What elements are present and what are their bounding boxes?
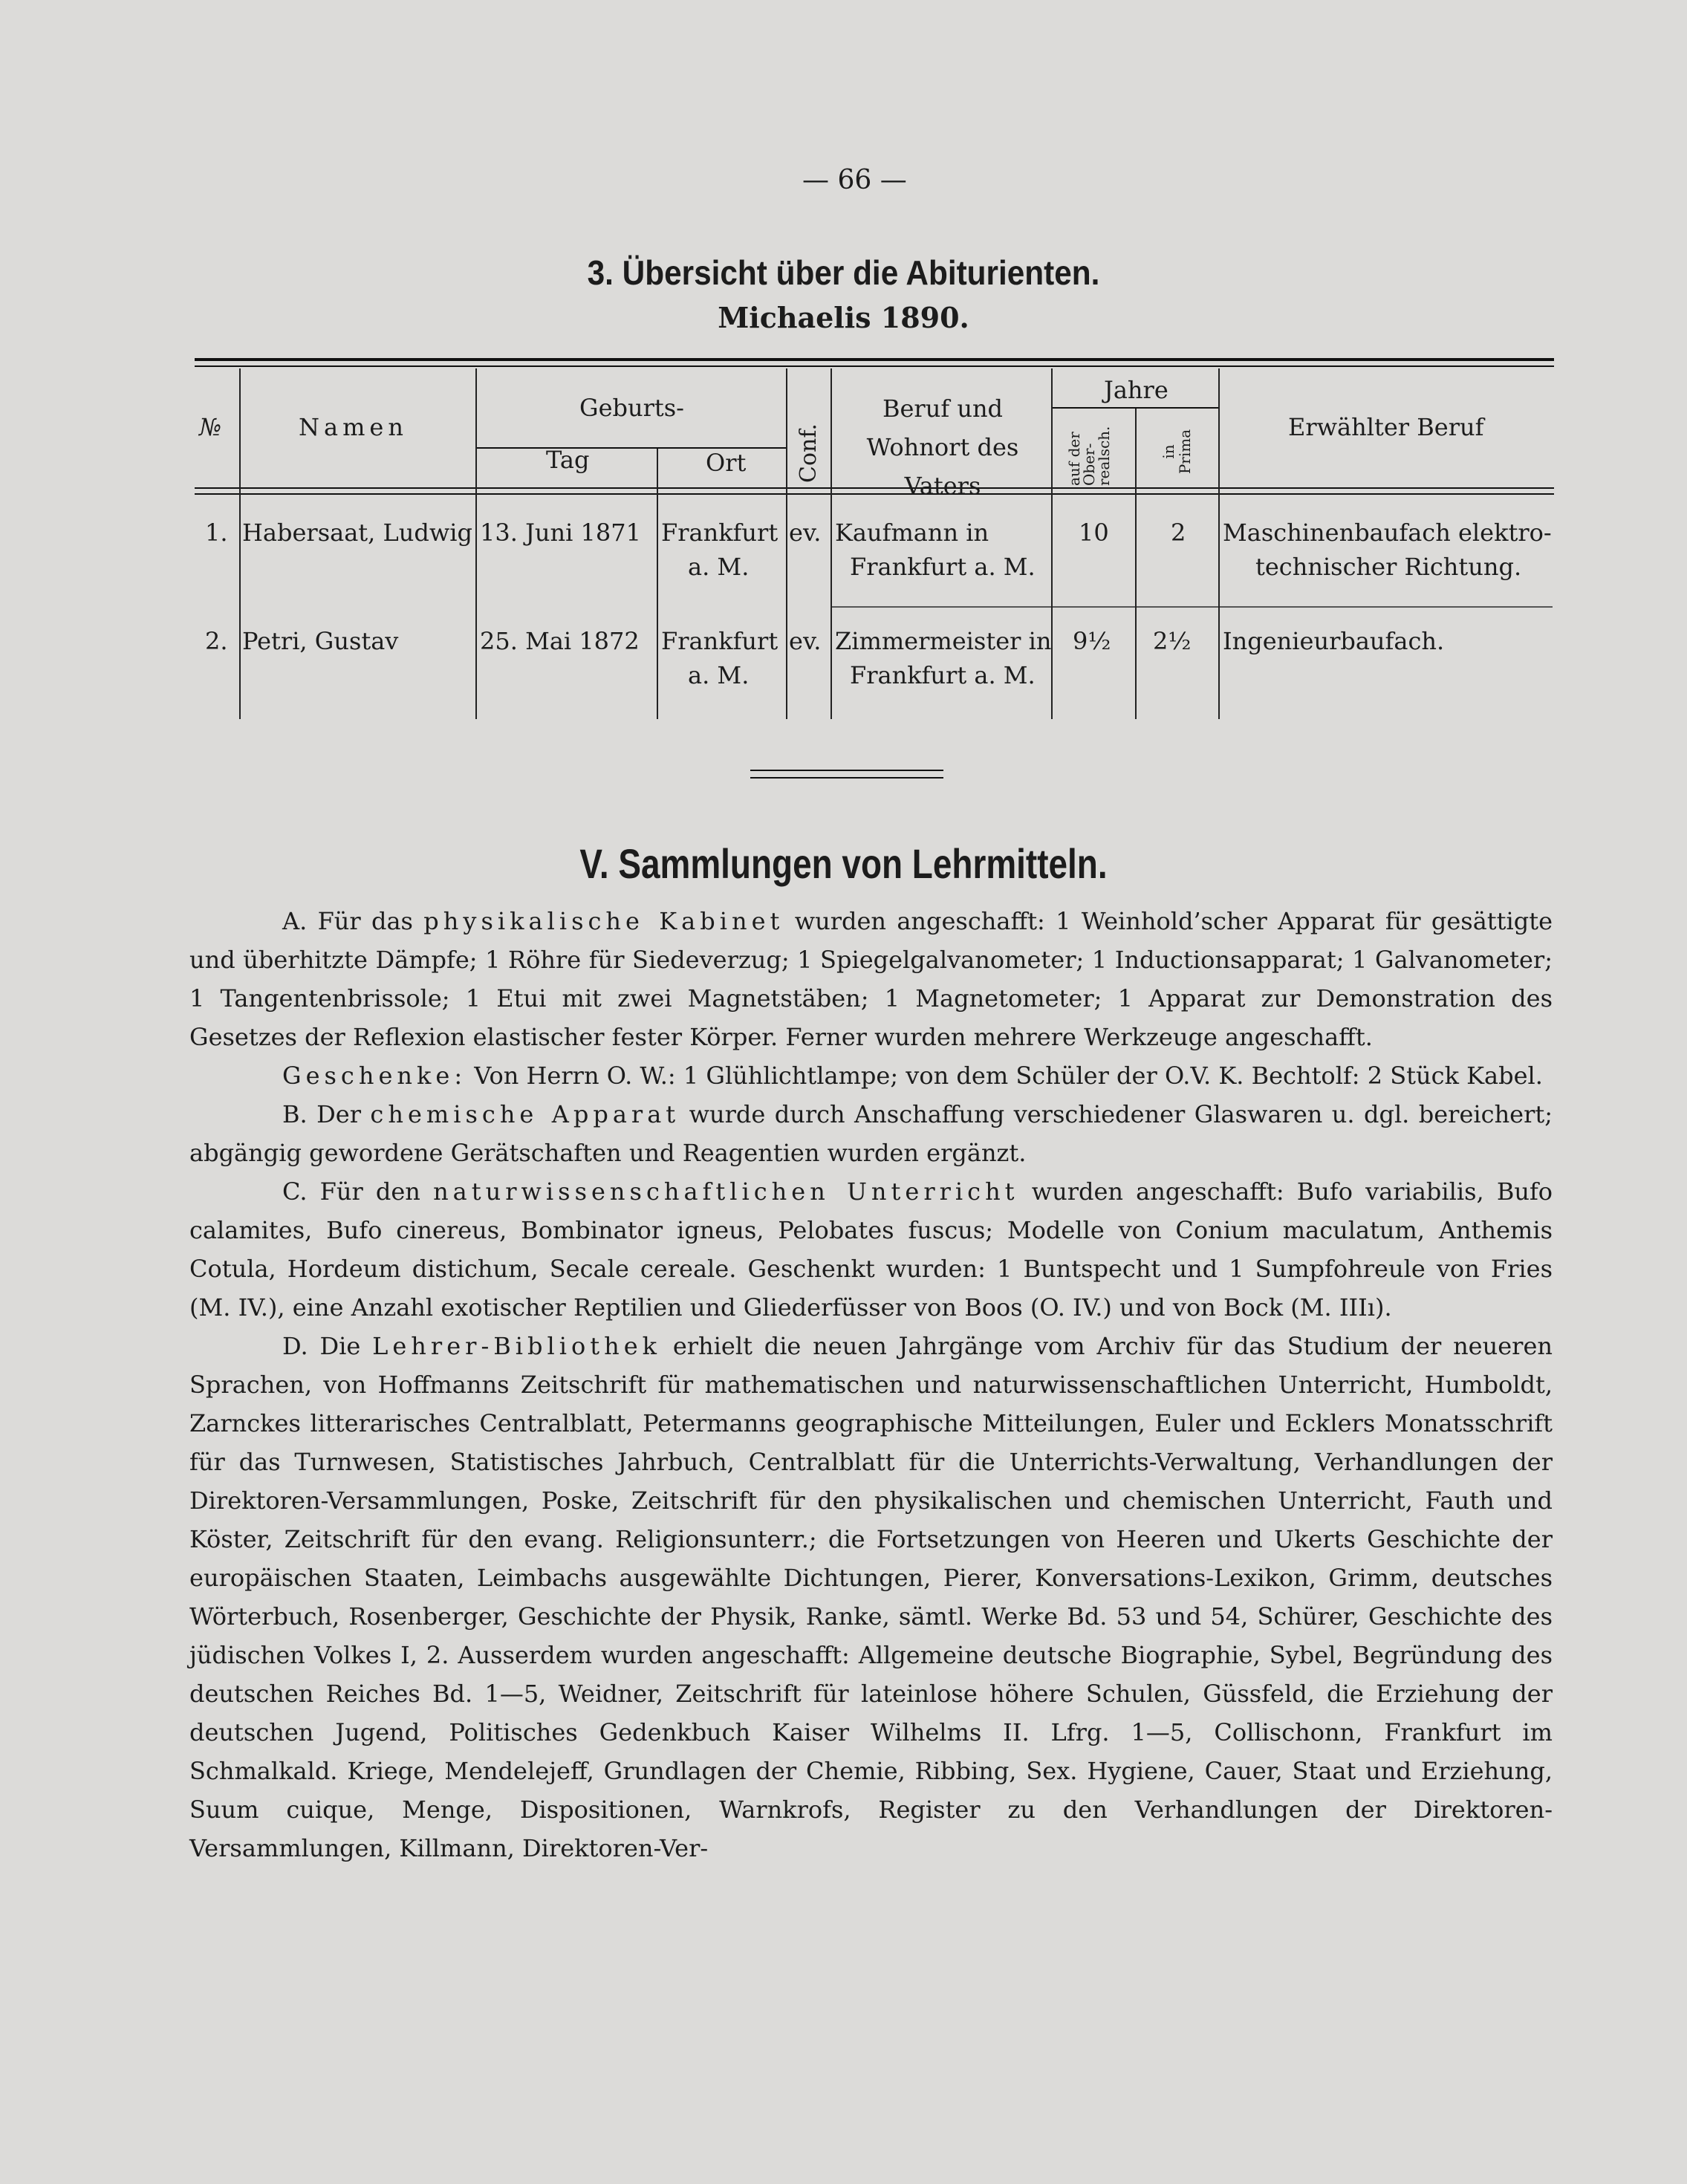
para-a-text: wurden angeschafft: 1 Weinhold’scher Apparat für gesättigte und überhitzte Dämpfe; 1 Röhre für Siedeverzug; 1 Spiegelgalvanometer; 1 Inductionsapparat; 1 Galvanometer; 1 Tangentenbrissole; 1 Etui mit zwei Magnetstäben; 1 Magnetometer; 1 Apparat zur Demonstration des Gesetzes der Reflexion elastischer fester Körper. Ferner wurden mehrere Werkzeuge angeschafft. — [189, 907, 1553, 1051]
row-father-2: Frankfurt a. M. — [850, 661, 1036, 689]
col-divider — [1218, 368, 1220, 719]
row-name: Habersaat, Ludwig — [242, 519, 472, 547]
row-years-prima: 2½ — [1153, 627, 1192, 655]
row-name: Petri, Gustav — [242, 627, 399, 655]
page-title: 3. Übersicht über die Abiturienten. — [587, 253, 1100, 292]
page-subtitle: Michaelis 1890. — [718, 301, 969, 334]
col-divider — [1135, 409, 1137, 719]
header-father: Beruf und Wohnort des Vaters — [866, 394, 1019, 500]
para-a-spaced: physikalische Kabinet — [423, 907, 784, 935]
row-no: 1. — [205, 519, 228, 547]
col-divider — [786, 368, 787, 719]
page-number: — 66 — — [802, 165, 907, 195]
para-c-spaced: naturwissenschaftlichen Unterricht — [433, 1177, 1019, 1206]
section-divider — [750, 770, 943, 771]
row-birth-day: 13. Juni 1871 — [480, 519, 641, 547]
table-row-divider — [832, 606, 1553, 608]
section-body — [189, 902, 1553, 1868]
row-father: Zimmermeister in — [835, 627, 1052, 655]
header-years-prima: in Prima — [1160, 429, 1194, 475]
header-career: Erwählter Beruf — [1288, 413, 1484, 441]
col-divider — [831, 368, 832, 719]
paragraph-gifts — [189, 1056, 1553, 1095]
row-birth-place: Frankfurt — [661, 627, 779, 655]
section-title: V. Sammlungen von Lehrmitteln. — [579, 840, 1108, 887]
row-years-prima: 2 — [1171, 519, 1186, 547]
row-father: Kaufmann in — [835, 519, 989, 547]
col-divider — [1051, 368, 1053, 719]
row-no: 2. — [205, 627, 228, 655]
para-gifts-spaced: Geschenke: — [282, 1062, 467, 1090]
row-birth-place: Frankfurt — [661, 519, 779, 547]
col-divider — [239, 368, 241, 719]
para-c-lead: C. Für den — [282, 1177, 420, 1206]
row-career-2: technischer Richtung. — [1255, 553, 1522, 581]
paragraph-d — [189, 1327, 1553, 1868]
row-father-2: Frankfurt a. M. — [850, 553, 1036, 581]
col-divider — [475, 368, 477, 719]
paragraph-a — [189, 902, 1553, 1056]
header-name: Namen — [299, 413, 408, 441]
header-conf: Conf. — [796, 423, 822, 483]
row-years-ober: 9½ — [1073, 627, 1111, 655]
col-divider — [657, 449, 658, 719]
header-day: Tag — [546, 446, 590, 474]
header-no: № — [199, 413, 222, 441]
section-divider-2 — [750, 777, 943, 779]
para-gifts-text: Von Herrn O. W.: 1 Glühlichtlampe; von dem Schüler der O.V. K. Bechtolf: 2 Stück Kabel. — [474, 1062, 1543, 1090]
para-b-text: wurde durch Anschaffung verschiedener Glaswaren u. dgl. bereichert; abgängig gewordene Gerätschaften und Reagentien wurden ergänzt. — [189, 1100, 1553, 1167]
row-career: Maschinenbaufach elektro- — [1223, 519, 1552, 547]
table-top-rule — [195, 358, 1554, 361]
para-d-spaced: Lehrer-Bibliothek — [372, 1332, 662, 1360]
row-conf: ev. — [789, 627, 822, 655]
row-career: Ingenieurbaufach. — [1223, 627, 1445, 655]
row-birth-day: 25. Mai 1872 — [480, 627, 640, 655]
paragraph-b — [189, 1095, 1553, 1172]
header-years-ober: auf der Ober-realsch. — [1065, 426, 1113, 486]
header-place: Ort — [706, 449, 747, 477]
header-years: Jahre — [1104, 376, 1168, 404]
row-years-ober: 10 — [1079, 519, 1109, 547]
para-d-lead: D. Die — [282, 1332, 361, 1360]
para-d-text: erhielt die neuen Jahrgänge vom Archiv für das Studium der neueren Sprachen, von Hoffmanns Zeitschrift für mathematischen und naturwissenschaftlichen Unterricht, Humboldt, Zarnckes litterarisches Centralblatt, Petermanns geographische Mitteilungen, Euler und Ecklers Monatsschrift für das Turnwesen, Statistisches Jahrbuch, Centralblatt für die Unterrichts-Verwaltung, Verhandlungen der Direktoren-Versammlungen, Poske, Zeitschrift für den physikalischen und chemischen Unterricht, Fauth und Köster, Zeitschrift für den evang. Religionsunterr.; die Fortsetzungen von Heeren und Ukerts Geschichte der europäischen Staaten, Leimbachs ausgewählte Dichtungen, Pierer, Konversations-Lexikon, Grimm, deutsches Wörterbuch, Rosenberger, Geschichte der Physik, Ranke, sämtl. Werke Bd. 53 und 54, Schürer, Geschichte des jüdischen Volkes I, 2. Ausserdem wurden angeschafft: Allgemeine deutsche Biographie, Sybel, Begründung des deutschen Reiches Bd. 1—5, Weidner, Zeitschrift für lateinlose höhere Schulen, Güssfeld, die Erziehung der deutschen Jugend, Politisches Gedenkbuch Kaiser Wilhelms II. Lfrg. 1—5, Collischonn, Frankfurt im Schmalkald. Kriege, Mendelejeff, Grundlagen der Chemie, Ribbing, Sex. Hygiene, Cauer, Staat und Erziehung, Suum cuique, Menge, Dispositionen, Warnkrofs, Register zu den Verhandlungen der Direktoren-Versammlungen, Killmann, Direktoren-Ver- — [189, 1332, 1553, 1862]
para-a-lead: A. Für das — [282, 907, 413, 935]
row-birth-place-2: a. M. — [688, 661, 750, 689]
para-b-spaced: chemische Apparat — [370, 1100, 680, 1128]
header-birth: Geburts- — [579, 394, 684, 422]
table-top-rule-thin — [195, 365, 1554, 367]
row-conf: ev. — [789, 519, 822, 547]
paragraph-c — [189, 1172, 1553, 1327]
para-b-lead: B. Der — [282, 1100, 361, 1128]
row-birth-place-2: a. M. — [688, 553, 750, 581]
para-c-text: wurden angeschafft: Bufo variabilis, Bufo calamites, Bufo cinereus, Bombinator igneus, Pelobates fuscus; Modelle von Conium maculatum, Anthemis Cotula, Hordeum distichum, Secale cereale. Geschenkt wurden: 1 Buntspecht und 1 Sumpfohreule von Fries (M. IV.), eine Anzahl exotischer Reptilien und Gliederfüsser von Boos (O. IV.) und von Bock (M. IIIı). — [189, 1177, 1553, 1322]
